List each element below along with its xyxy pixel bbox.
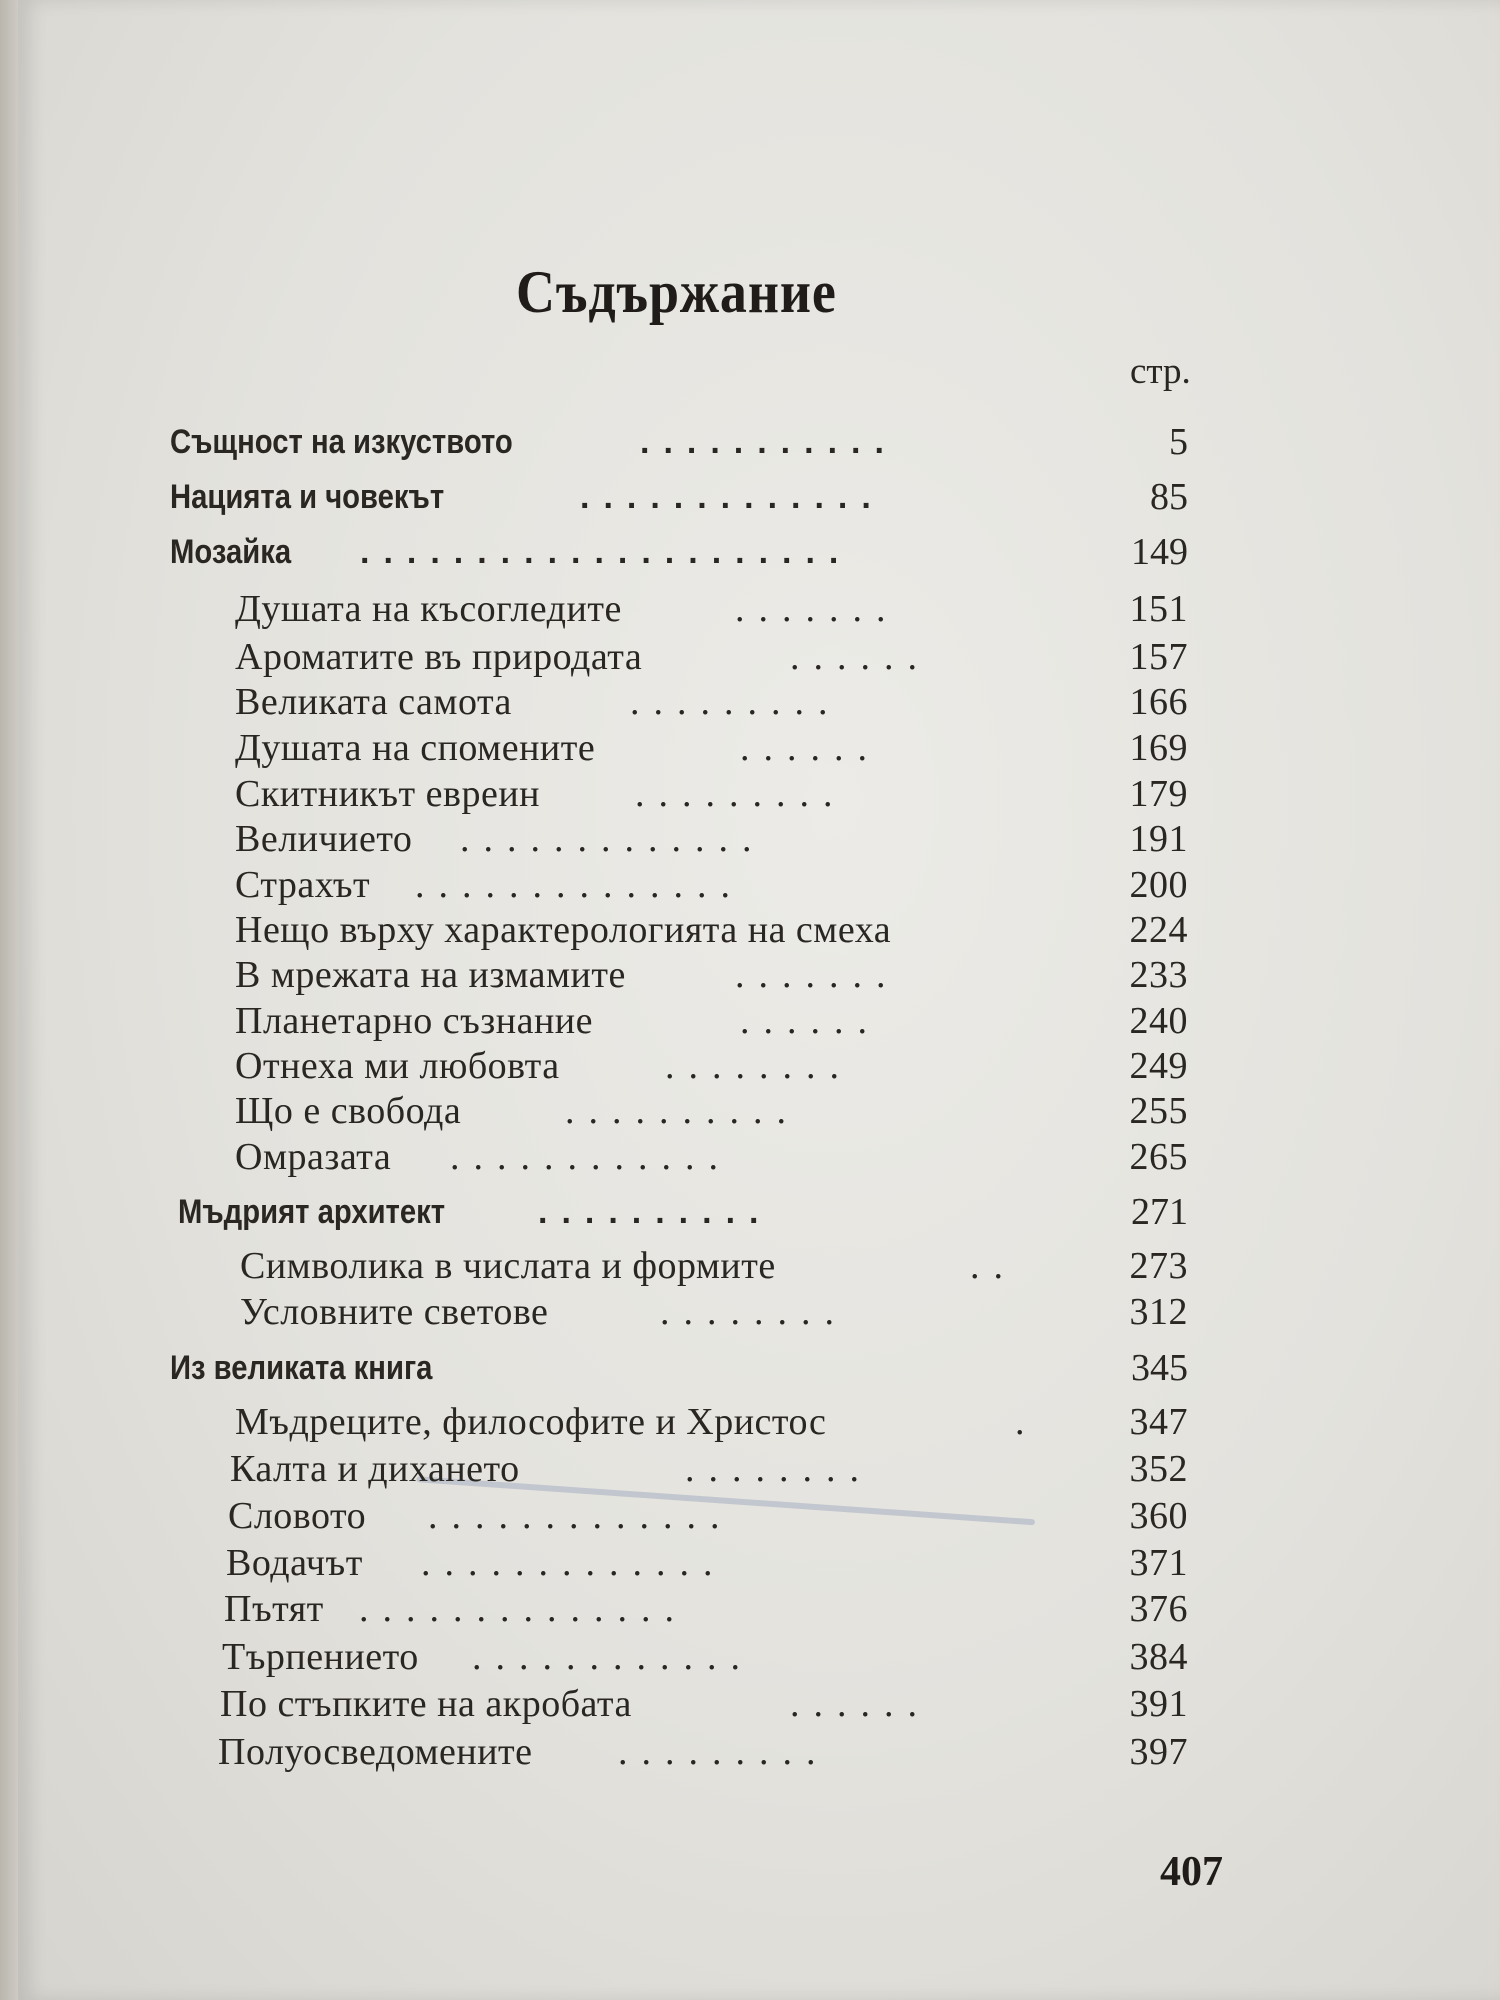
toc-entry-label: По стъпките на акробата xyxy=(220,1683,632,1725)
toc-entry-page: 166 xyxy=(1129,681,1188,723)
toc-entry-label: Планетарно съзнание xyxy=(235,1000,594,1042)
toc-entry-page: 157 xyxy=(1129,636,1188,678)
toc-entry-label: Условните светове xyxy=(240,1291,549,1333)
toc-entry: Страхът .............. 200 xyxy=(235,861,1188,909)
toc-entry-label: Словото xyxy=(228,1495,367,1537)
toc-entry-label: Мъдрият архитект xyxy=(178,1193,446,1231)
toc-entry-label: Пътят xyxy=(224,1588,324,1630)
toc-entry: Търпението ............ 384 xyxy=(222,1633,1188,1681)
toc-entry: Планетарно съзнание ...... 240 xyxy=(235,997,1188,1045)
toc-entry-page: 371 xyxy=(1129,1542,1188,1584)
toc-entry-label: Водачът xyxy=(226,1542,363,1584)
toc-entry: Отнеха ми любовта ........ 249 xyxy=(235,1042,1188,1090)
toc-entry: Скитникът евреин ......... 179 xyxy=(235,770,1188,818)
toc-entry: Символика в числата и формите .. 273 xyxy=(240,1242,1188,1290)
toc-entry-page: 233 xyxy=(1129,954,1188,996)
toc-entry: Величието ............. 191 xyxy=(235,815,1188,863)
toc-entry: Полуосведомените ......... 397 xyxy=(218,1728,1188,1776)
toc-entry-label: Страхът xyxy=(235,864,371,906)
page-title: Съдържание xyxy=(516,259,837,325)
toc-entry xyxy=(170,1344,1188,1392)
toc-entry: Мозайка ..................... 149 xyxy=(170,528,1188,576)
toc-entry-page: 249 xyxy=(1129,1045,1188,1087)
toc-entry-label: Из великата книга xyxy=(170,1349,433,1387)
toc-entry-label: Полуосведомените xyxy=(218,1731,533,1773)
toc-entry-page: 347 xyxy=(1129,1401,1188,1443)
toc-entry-page: 179 xyxy=(1129,773,1188,815)
toc-entry-page: 149 xyxy=(1131,531,1188,573)
toc-entry-page: 391 xyxy=(1129,1683,1188,1725)
toc-entry-label: Същност на изкуството xyxy=(170,423,513,461)
toc-entry-label: Скитникът евреин xyxy=(235,773,540,815)
toc-entry-label: Търпението xyxy=(222,1636,419,1678)
toc-entry-page: 397 xyxy=(1129,1731,1188,1773)
toc-entry-label: Величието xyxy=(235,818,413,860)
toc-entry-page: 151 xyxy=(1129,588,1188,630)
toc-entry: Пътят .............. 376 xyxy=(224,1585,1188,1633)
toc-entry: Душата на късогледите ....... 151 xyxy=(235,585,1188,633)
toc-entry: Ароматите въ природата ...... 157 xyxy=(235,633,1188,681)
toc-entry-page: 271 xyxy=(1131,1191,1188,1233)
toc-entry: Мъдрият архитект .......... 271 xyxy=(178,1188,1188,1236)
toc-entry-page: 240 xyxy=(1129,1000,1188,1042)
toc-entry-label: Отнеха ми любовта xyxy=(235,1045,560,1087)
toc-entry-label: Душата на късогледите xyxy=(235,588,622,630)
toc-entry-page: 85 xyxy=(1150,476,1188,518)
toc-entry: Словото ............. 360 xyxy=(228,1492,1188,1540)
toc-entry: Великата самота ......... 166 xyxy=(235,678,1188,726)
toc-entry: Душата на спомените ...... 169 xyxy=(235,724,1188,772)
toc-entry-page: 5 xyxy=(1169,421,1188,463)
toc-entry-label: Мозайка xyxy=(170,533,292,571)
toc-entry-label: Душата на спомените xyxy=(235,727,596,769)
toc-entry-page: 169 xyxy=(1129,727,1188,769)
toc-entry: В мрежата на измамите ....... 233 xyxy=(235,951,1188,999)
toc-entry-label: Мъдреците, философите и Христос xyxy=(235,1401,827,1443)
toc-entry xyxy=(235,906,1188,954)
toc-entry-label: В мрежата на измамите xyxy=(235,954,626,996)
toc-entry-label: Омразата xyxy=(235,1136,392,1178)
toc-entry: Що е свобода .......... 255 xyxy=(235,1087,1188,1135)
toc-entry-label: Нацията и човекът xyxy=(170,478,445,516)
toc-entry-label: Ароматите въ природата xyxy=(235,636,643,678)
toc-entry-label: Великата самота xyxy=(235,681,512,723)
page-number: 407 xyxy=(1160,1849,1223,1895)
toc-entry-page: 255 xyxy=(1129,1090,1188,1132)
toc-entry-label: Калта и дихането xyxy=(230,1448,520,1490)
toc-entry-page: 376 xyxy=(1129,1588,1188,1630)
toc-entry-page: 200 xyxy=(1129,864,1188,906)
toc-entry: Същност на изкуството ........... 5 xyxy=(170,418,1188,466)
toc-entry-page: 352 xyxy=(1129,1448,1188,1490)
toc-entry-page: 345 xyxy=(1131,1347,1188,1389)
toc-entry: Мъдреците, философите и Христос . 347 xyxy=(235,1398,1188,1446)
toc-entry: По стъпките на акробата ...... 391 xyxy=(220,1680,1188,1728)
toc-entry-label: Нещо върху характерологията на смеха xyxy=(235,909,892,951)
toc-entry-page: 191 xyxy=(1129,818,1188,860)
toc-entry: Нацията и човекът ............. 85 xyxy=(170,473,1188,521)
toc-entry-page: 265 xyxy=(1129,1136,1188,1178)
toc-entry: Калта и дихането ........ 352 xyxy=(230,1445,1188,1493)
toc-entry: Условните светове ........ 312 xyxy=(240,1288,1188,1336)
toc-entry-label: Що е свобода xyxy=(235,1090,462,1132)
toc-entry-page: 384 xyxy=(1129,1636,1188,1678)
toc-entry: Водачът ............. 371 xyxy=(226,1539,1188,1587)
toc-entry-page: 224 xyxy=(1129,909,1188,951)
toc-entry-page: 360 xyxy=(1129,1495,1188,1537)
toc-entry-page: 312 xyxy=(1129,1291,1188,1333)
page-column-label: стр. xyxy=(1130,351,1191,392)
toc-entry-page: 273 xyxy=(1129,1245,1188,1287)
toc-entry-label: Символика в числата и формите xyxy=(240,1245,776,1287)
toc-entry: Омразата ............ 265 xyxy=(235,1133,1188,1181)
